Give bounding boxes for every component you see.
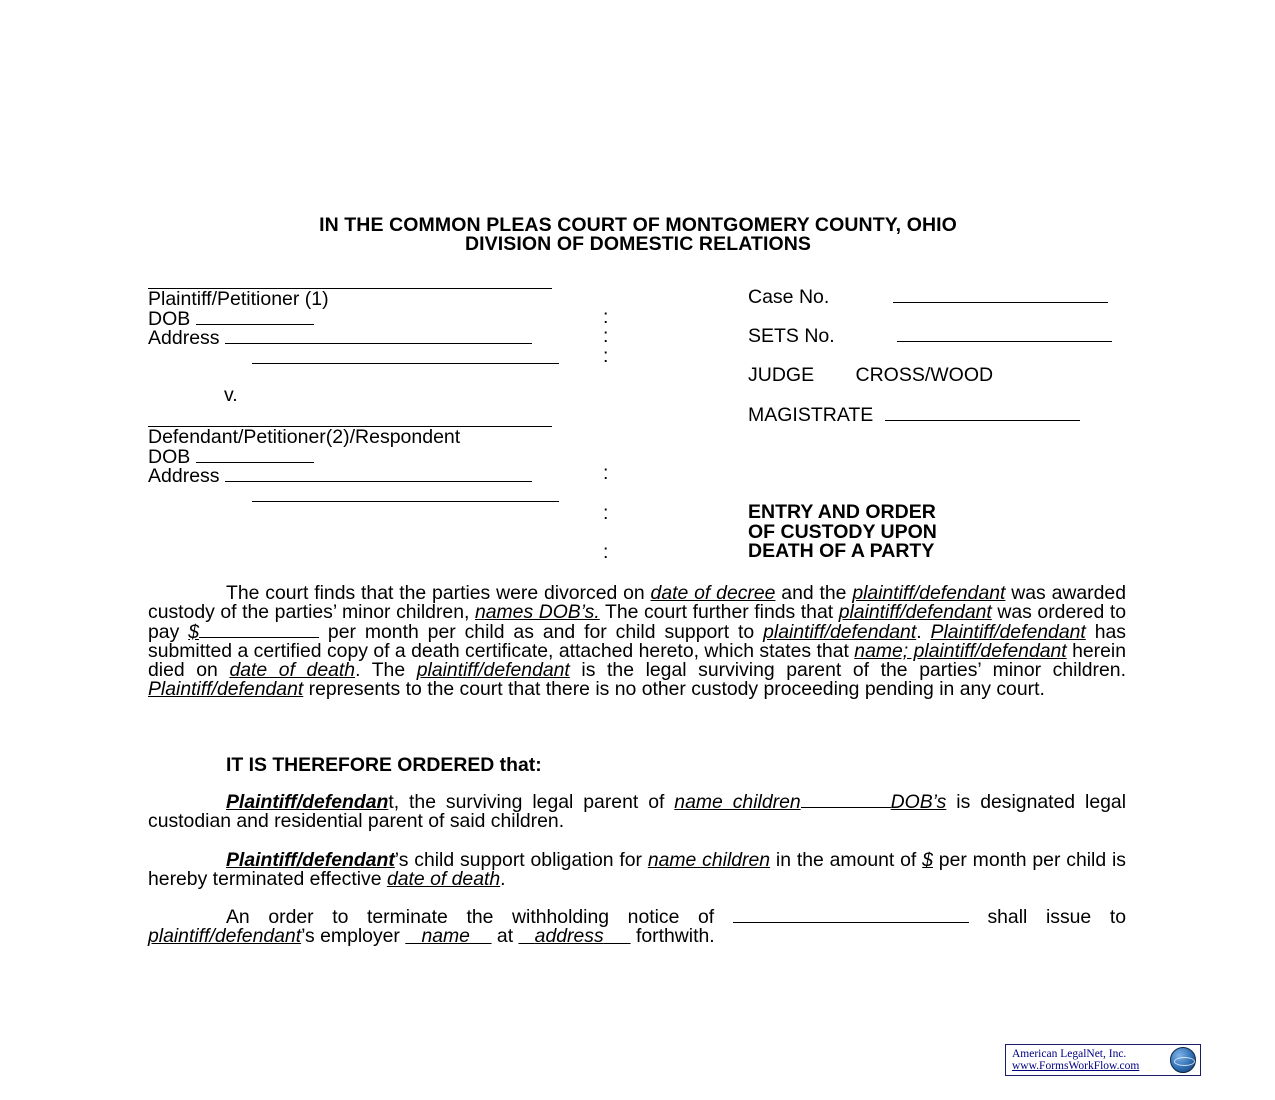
p5-notice-blank[interactable] [733, 909, 969, 923]
colon-5: : [603, 501, 609, 524]
p4-s3: per month per child is hereby terminated effective [148, 849, 1126, 891]
p3-field-name-children[interactable]: name children [674, 791, 801, 813]
p3-s2: is designated legal custodian and residential parent of said children. [148, 791, 1126, 833]
defendant-label: Defendant/Petitioner(2)/Respondent [148, 425, 461, 448]
entry-title-line1: ENTRY AND ORDER [748, 501, 936, 524]
caption-parties [148, 288, 568, 506]
ordered-heading [148, 756, 1126, 775]
paragraph-custodian [148, 793, 1126, 832]
versus-label: v. [224, 384, 238, 407]
p1-field-name-party[interactable]: name; plaintiff/defendant [854, 639, 1067, 662]
caption-colons [603, 288, 623, 562]
magistrate-label: MAGISTRATE [748, 403, 874, 426]
stamp-company: American LegalNet, Inc. [1012, 1047, 1127, 1060]
p1-field-dollar: $ [188, 620, 199, 643]
p1-s6: per month per child as and for child support to [318, 620, 764, 643]
p4-s2: in the amount of [770, 849, 923, 871]
court-heading-line1: IN THE COMMON PLEAS COURT OF MONTGOMERY COUNTY, OHIO [319, 214, 957, 236]
plaintiff-address-row [148, 329, 568, 349]
p1-field-date-of-death[interactable]: date of death [229, 659, 356, 682]
colon-2: : [603, 325, 609, 348]
p1-field-names-dobs[interactable]: names DOB’s. [474, 601, 600, 624]
plaintiff-address-label: Address [148, 327, 220, 350]
p1-field-party-6[interactable]: Plaintiff/defendant [148, 678, 304, 701]
p1-s8: has submitted a certified copy of a death certificate, attached hereto, which states that [148, 620, 1126, 662]
stamp-website[interactable]: www.FormsWorkFlow.com [1012, 1060, 1140, 1072]
judge-value: CROSS/WOOD [855, 364, 994, 387]
paragraph-findings [148, 584, 1126, 700]
p1-field-party-3[interactable]: plaintiff/defendant [763, 620, 917, 643]
defendant-address-row [148, 467, 568, 487]
p3-s1: t, the surviving legal parent of [388, 791, 675, 813]
case-no-label: Case No. [748, 286, 830, 308]
p5-s2: shall issue to [968, 906, 1126, 928]
defendant-address-field[interactable] [225, 467, 532, 482]
p5-field-employer-name[interactable]: name [421, 925, 470, 948]
p4-s1: ’s child support obligation for [394, 849, 648, 871]
p3-field-party[interactable]: Plaintiff/defendan [226, 791, 389, 813]
globe-icon [1164, 1046, 1198, 1074]
plaintiff-address-field[interactable] [225, 329, 532, 344]
p3-field-dobs[interactable]: DOB’s [890, 791, 947, 813]
p1-field-party-2[interactable]: plaintiff/defendant [838, 601, 992, 624]
plaintiff-address-field-2[interactable] [252, 349, 559, 364]
sets-no-label: SETS No. [748, 325, 835, 348]
paragraph-withholding-notice [148, 908, 1126, 947]
defendant-address-label: Address [148, 465, 220, 488]
magistrate-field[interactable] [885, 406, 1080, 421]
p1-field-party-5[interactable]: plaintiff/defendant [416, 659, 570, 682]
judge-label: JUDGE [748, 364, 815, 387]
entry-title-line2: OF CUSTODY UPON [748, 520, 937, 543]
magistrate-row [748, 403, 1128, 426]
plaintiff-dob-field[interactable] [196, 310, 314, 325]
p1-s9: herein died on [148, 639, 1127, 682]
colon-6: : [603, 540, 609, 563]
plaintiff-dob-label: DOB [148, 307, 191, 330]
p1-s1: The court finds that the parties were divorced on [226, 582, 651, 604]
p1-s11: is the legal surviving parent of the parties’ minor children. [569, 659, 1126, 682]
colon-3: : [603, 344, 609, 367]
case-no-row [748, 288, 1128, 308]
ordered-text: IT IS THEREFORE ORDERED that: [226, 754, 542, 776]
p1-field-date-of-decree[interactable]: date of decree [650, 582, 776, 604]
caption-court-info [748, 288, 1128, 562]
p1-field-party-1[interactable]: plaintiff/defendant [852, 582, 1006, 604]
p1-amount-blank[interactable] [199, 624, 319, 638]
defendant-address-row2 [148, 487, 568, 507]
p5-s5: forthwith. [630, 925, 715, 948]
p4-field-dollar[interactable]: $ [922, 849, 933, 871]
footer-stamp [1005, 1044, 1201, 1076]
stamp-text [1006, 1048, 1164, 1073]
case-no-field[interactable] [893, 288, 1108, 303]
sets-no-field[interactable] [897, 327, 1112, 342]
p5-s1: An order to terminate the withholding notice of [226, 906, 733, 928]
plaintiff-label: Plaintiff/Petitioner (1) [148, 288, 329, 310]
p4-field-party[interactable]: Plaintiff/defendant [226, 849, 395, 871]
colon-4: : [603, 462, 609, 485]
p4-field-date-of-death[interactable]: date of death [386, 868, 501, 891]
defendant-dob-label: DOB [148, 445, 191, 468]
p4-s4: . [500, 868, 506, 891]
p5-field-employer-address[interactable]: address [534, 925, 604, 948]
p1-s12: represents to the court that there is no other custody proceeding pending in any court. [303, 678, 1045, 701]
paragraph-support-termination [148, 851, 1126, 890]
p1-s5: was ordered to pay [148, 601, 1126, 643]
plaintiff-address-row2 [148, 349, 568, 369]
p3-gap-blank[interactable] [801, 794, 891, 808]
defendant-dob-field[interactable] [196, 448, 314, 463]
p5-s3: ’s employer [301, 925, 406, 948]
court-heading [148, 216, 1128, 254]
colon-1: : [603, 305, 609, 328]
judge-row [748, 366, 1128, 386]
p1-field-party-4[interactable]: Plaintiff/defendant [930, 620, 1086, 643]
entry-title-line3: DEATH OF A PARTY [748, 540, 935, 563]
defendant-address-field-2[interactable] [252, 487, 559, 502]
p1-s7: . [916, 620, 931, 643]
sets-no-row [748, 327, 1128, 347]
p5-s4: at [491, 925, 519, 948]
p4-field-name-children[interactable]: name children [647, 849, 771, 871]
p1-s4: The court further finds that [599, 601, 839, 624]
p1-s2: and the [775, 582, 853, 604]
court-heading-line2: DIVISION OF DOMESTIC RELATIONS [464, 233, 812, 255]
p1-s3: was awarded custody of the parties’ minor children, [148, 582, 1126, 624]
p1-s10: . The [355, 659, 417, 682]
p5-field-party[interactable]: plaintiff/defendant [148, 925, 302, 948]
